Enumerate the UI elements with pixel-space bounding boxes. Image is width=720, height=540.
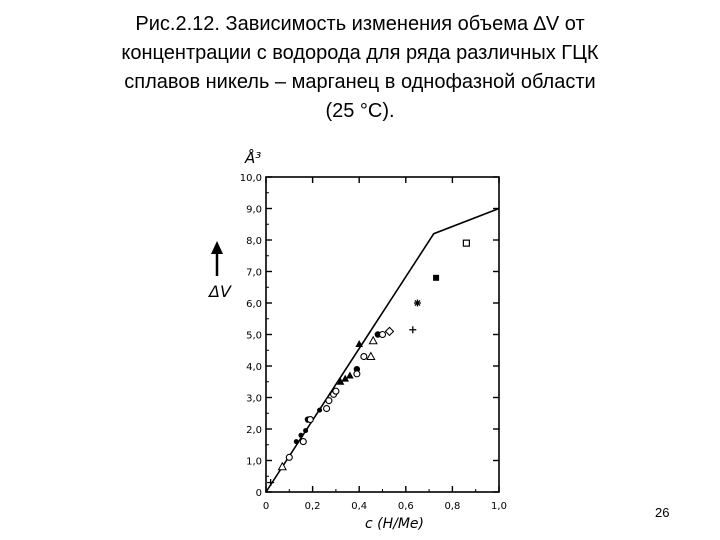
data-point [463,240,469,246]
data-point [354,371,360,377]
data-point [326,398,332,404]
point-marker [294,439,299,444]
data-point [385,327,393,335]
data-point [324,406,330,412]
caption-line: концентрации с водорода для ряда различных ГЦК [121,42,599,64]
data-point [294,439,299,444]
point-marker [303,428,308,433]
data-point [307,417,313,423]
caption-line: (25 °С). [325,100,395,122]
x-tick-label: 1,0 [491,501,507,512]
y-arrow-head [211,241,223,254]
x-tick-label: 0,2 [304,501,321,512]
data-point [286,454,292,460]
data-point [361,354,367,360]
data-point [369,337,377,344]
y-axis-label: ΔV [209,282,231,301]
point-marker [317,408,322,413]
point-marker [307,417,313,423]
x-axis-label: c (H/Me) [365,516,425,532]
data-point [333,388,339,394]
x-tick-label: 0,8 [444,501,461,512]
point-marker [385,327,393,335]
y-tick-label: 10,0 [239,173,262,184]
point-marker [298,433,303,438]
point-marker [300,439,306,445]
point-marker [367,353,375,360]
trend-line-layer [266,209,499,493]
point-marker [333,388,339,394]
y-tick-label: 3,0 [246,393,262,405]
point-marker [380,332,386,338]
trend-line [266,209,499,493]
y-tick-label: 7,0 [246,267,262,279]
data-point [409,326,416,333]
y-axis-unit: Å³ [245,149,262,167]
y-tick-label: 2,0 [246,425,262,436]
point-marker [326,398,332,404]
y-tick-label: 0 [255,488,262,499]
y-tick-label: 8,0 [246,236,262,247]
point-marker [361,354,367,360]
point-marker [354,371,360,377]
y-tick-label: 4,0 [246,362,262,373]
data-point [433,275,439,281]
x-tick-label: 0,6 [397,501,414,512]
x-tick-label: 0,4 [351,501,368,512]
data-points-layer [267,240,469,486]
y-tick-label: 1,0 [246,456,262,468]
point-marker [463,240,469,246]
x-tick-label: 0 [262,501,270,512]
y-tick-label: 5,0 [246,330,262,342]
point-marker [346,371,354,378]
data-point [414,300,421,307]
y-tick-label: 9,0 [246,204,262,216]
data-point [346,371,354,378]
axis-labels-layer [207,148,424,532]
caption-line: сплавов никель – марганец в однофазной области [124,71,596,93]
y-tick-label: 6,0 [246,299,262,310]
data-point [298,433,303,438]
point-marker [369,337,377,344]
point-marker [433,275,439,281]
caption-line: Рис.2.12. Зависимость изменения объема ∆V от [135,13,585,35]
point-marker [324,406,330,412]
data-point [367,353,375,360]
data-point [303,428,308,433]
data-point [317,408,322,413]
point-marker [286,454,292,460]
page-number: 26 [655,505,670,520]
data-point [300,439,306,445]
data-point [380,332,386,338]
